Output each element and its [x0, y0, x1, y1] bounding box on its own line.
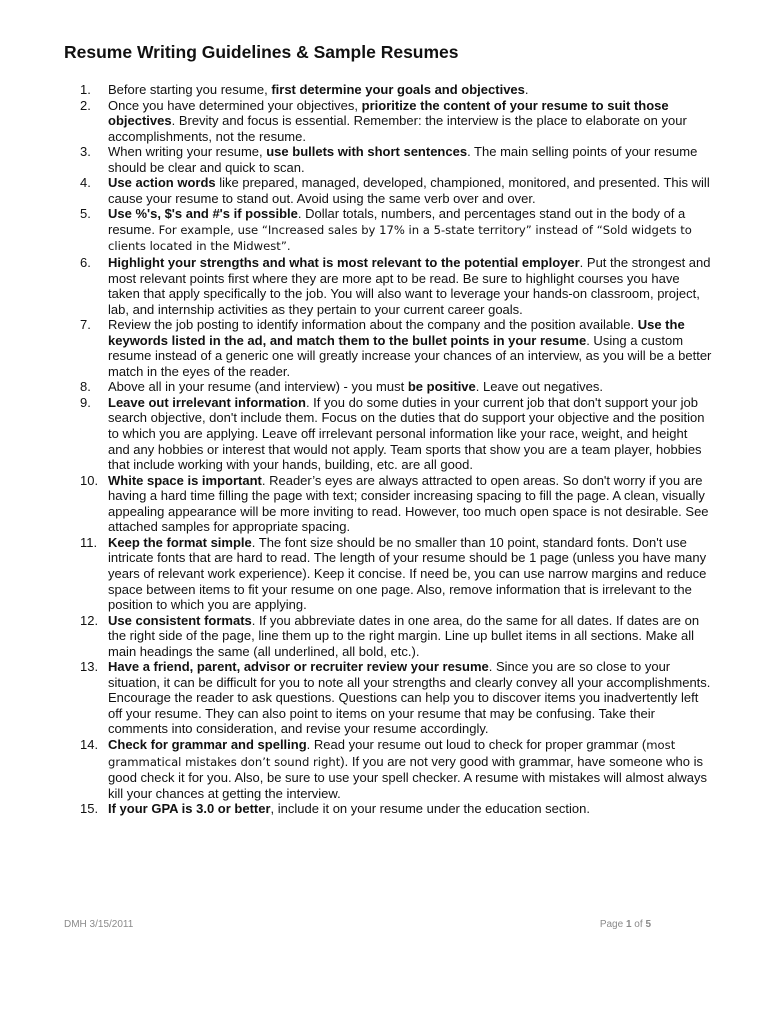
list-item — [0, 473, 768, 535]
bold-text: Use action words — [108, 175, 216, 191]
bold-text: be positive — [407, 379, 476, 395]
list-item — [0, 82, 768, 98]
list-item — [0, 801, 768, 817]
list-item — [0, 737, 768, 801]
guidelines-list — [0, 82, 768, 817]
item-number: 5. — [80, 206, 91, 222]
item-number: 7. — [80, 317, 91, 333]
item-number: 3. — [80, 144, 91, 160]
item-number: 10. — [80, 472, 99, 488]
list-item — [0, 659, 768, 737]
item-number: 15. — [80, 801, 99, 817]
bold-text: Use the keywords listed in the ad, and match them to the bullet points in your resume — [108, 317, 685, 348]
page-title: Resume Writing Guidelines & Sample Resumes — [64, 42, 459, 62]
item-text — [108, 82, 529, 97]
item-number: 9. — [80, 394, 91, 410]
footer-page-number — [600, 919, 651, 930]
footer-date: DMH 3/15/2011 — [64, 919, 134, 930]
item-text — [108, 379, 603, 394]
body-text: like prepared, managed, developed, championed, monitored, and presented. This will cause your resume to stand out. Avoid using the same verb over and over. — [108, 175, 710, 206]
bold-text: White space is important — [108, 472, 262, 488]
item-text — [108, 659, 710, 736]
list-item — [0, 255, 768, 317]
bold-text: If your GPA is 3.0 or better — [108, 801, 271, 817]
body-text: . Using a custom resume instead of a generic one will greatly increase your chances of an interview, as you will be a better match in the eyes of the reader. — [108, 332, 712, 379]
total-pages: 5 — [645, 919, 651, 930]
item-text — [108, 175, 710, 206]
body-text: . Read your resume out loud to check for proper grammar ( — [306, 736, 647, 752]
item-number: 14. — [80, 736, 99, 752]
item-text — [108, 395, 705, 472]
item-number: 11. — [80, 534, 98, 550]
list-item — [0, 317, 768, 379]
item-text — [108, 535, 706, 612]
list-item — [0, 175, 768, 206]
body-text: . The main selling points of your resume should be clear and quick to scan. — [108, 144, 698, 175]
list-item — [0, 395, 768, 473]
body-text: Above all in your resume (and interview) - you must — [108, 379, 408, 395]
body-text: . If you abbreviate dates in one area, do the same for all dates. If dates are on the right side of the page, line them up to the right margin. Line up bullet items in all sections. Make all main headings the same (all underlined, all bold, etc.). — [108, 612, 700, 659]
item-number: 13. — [80, 659, 99, 675]
body-text: . Put the strongest and most relevant points first where they are more apt to be read. Be sure to highlight courses you have taken that apply specifically to the job. You will also want to leverage your hands-on classroom, project, lab, and internship activities as they pertain to your current career goals. — [108, 255, 711, 317]
item-text — [108, 317, 711, 379]
body-text: Once you have determined your objectives, — [108, 97, 362, 113]
item-text — [108, 255, 710, 317]
bold-text: Leave out irrelevant information — [108, 394, 306, 410]
list-item — [0, 98, 768, 145]
body-text: Before starting you resume, — [108, 82, 272, 97]
body-text: . — [524, 82, 529, 97]
bold-text: Highlight your strengths and what is most relevant to the potential employer — [108, 255, 580, 271]
bold-text: Keep the format simple — [108, 534, 252, 550]
item-text — [108, 98, 687, 144]
bold-text: first determine your goals and objectives — [271, 82, 525, 97]
item-number: 2. — [80, 97, 91, 113]
item-number: 8. — [80, 379, 91, 395]
body-text: . If you do some duties in your current job that don't support your job search objective, don't include them. Focus on the duties that do support your objective and the position to which you are applying. Leave off irrelevant personal information like your race, weight, and height and any hobbies or interest that would not apply. Team sports that show you are a team player, hobbies that include working with your hands, building, etc. are all good. — [108, 394, 705, 473]
body-text: most grammatical mistakes don’t sound right — [108, 737, 676, 769]
body-text: . The font size should be no smaller than 10 point, standard fonts. Don't use intricate fonts that are hard to read. The length of your resume should be 1 page (unless you have many years of relevant work experience). Keep it concise. If need be, you can use narrow margins and reduce space between items to fit your resume on one page. Also, remove information that is irrelevant to the position to which you are applying. — [108, 534, 707, 613]
bold-text: Check for grammar and spelling — [108, 736, 307, 752]
current-page: 1 — [625, 919, 632, 930]
list-item — [0, 379, 768, 395]
item-text — [108, 144, 697, 175]
bold-text: Use %'s, $'s and #'s if possible — [108, 206, 298, 222]
item-number: 4. — [80, 175, 91, 191]
bold-text: Use consistent formats — [108, 612, 252, 628]
body-text: For example, use “Increased sales by 17% in a 5-state territory” instead of “Sold widgets to clients located in the Midwest”. — [108, 222, 692, 254]
item-text — [108, 613, 699, 659]
list-item — [0, 206, 768, 255]
item-text — [108, 473, 709, 535]
body-text: . Leave out negatives. — [475, 379, 603, 395]
bold-text: Have a friend, parent, advisor or recruiter review your resume — [108, 659, 489, 675]
body-text: . Since you are so close to your situation, it can be difficult for you to note all your strengths and clearly convey all your accomplishments. Encourage the reader to ask questions. Questions can help you to discover items you inadvertently left off your resume. They can also point to items on your resume that may be confusing. Take their comments into consideration, and revise your resume accordingly. — [108, 659, 711, 737]
item-number: 12. — [80, 612, 99, 628]
bold-text: use bullets with short sentences — [266, 144, 468, 160]
body-text: Review the job posting to identify information about the company and the position available. — [108, 317, 638, 333]
list-item — [0, 535, 768, 613]
body-text: When writing your resume, — [108, 144, 267, 160]
item-text — [108, 801, 590, 816]
body-text: , include it on your resume under the education section. — [270, 801, 590, 817]
bold-text: prioritize the content of your resume to suit those objectives — [108, 97, 669, 129]
body-text: . Reader’s eyes are always attracted to open areas. So don't worry if you are having a hard time filling the page with text; consider increasing spacing to fill the page. A clean, visually appealing appearance will be more inviting to read. However, too much open space is not desirable. See attached samples for appropriate spacing. — [108, 472, 709, 535]
body-text: . Brevity and focus is essential. Remember: the interview is the place to elaborate on your accomplishments, not the resume. — [108, 113, 687, 144]
of-word: of — [631, 919, 646, 930]
item-number: 1. — [80, 82, 91, 97]
item-text — [108, 206, 692, 253]
page-word: Page — [599, 919, 626, 930]
list-item — [0, 613, 768, 660]
body-text: . Dollar totals, numbers, and percentages stand out in the body of a resume. — [108, 206, 686, 237]
body-text: ). If you are not very good with grammar, have someone who is good check it for you. Also, be sure to use your spell checker. A resume with mistakes will almost always kill your chances at getting the interview. — [108, 753, 707, 801]
item-text — [108, 737, 707, 801]
list-item — [0, 144, 768, 175]
item-number: 6. — [80, 255, 91, 271]
